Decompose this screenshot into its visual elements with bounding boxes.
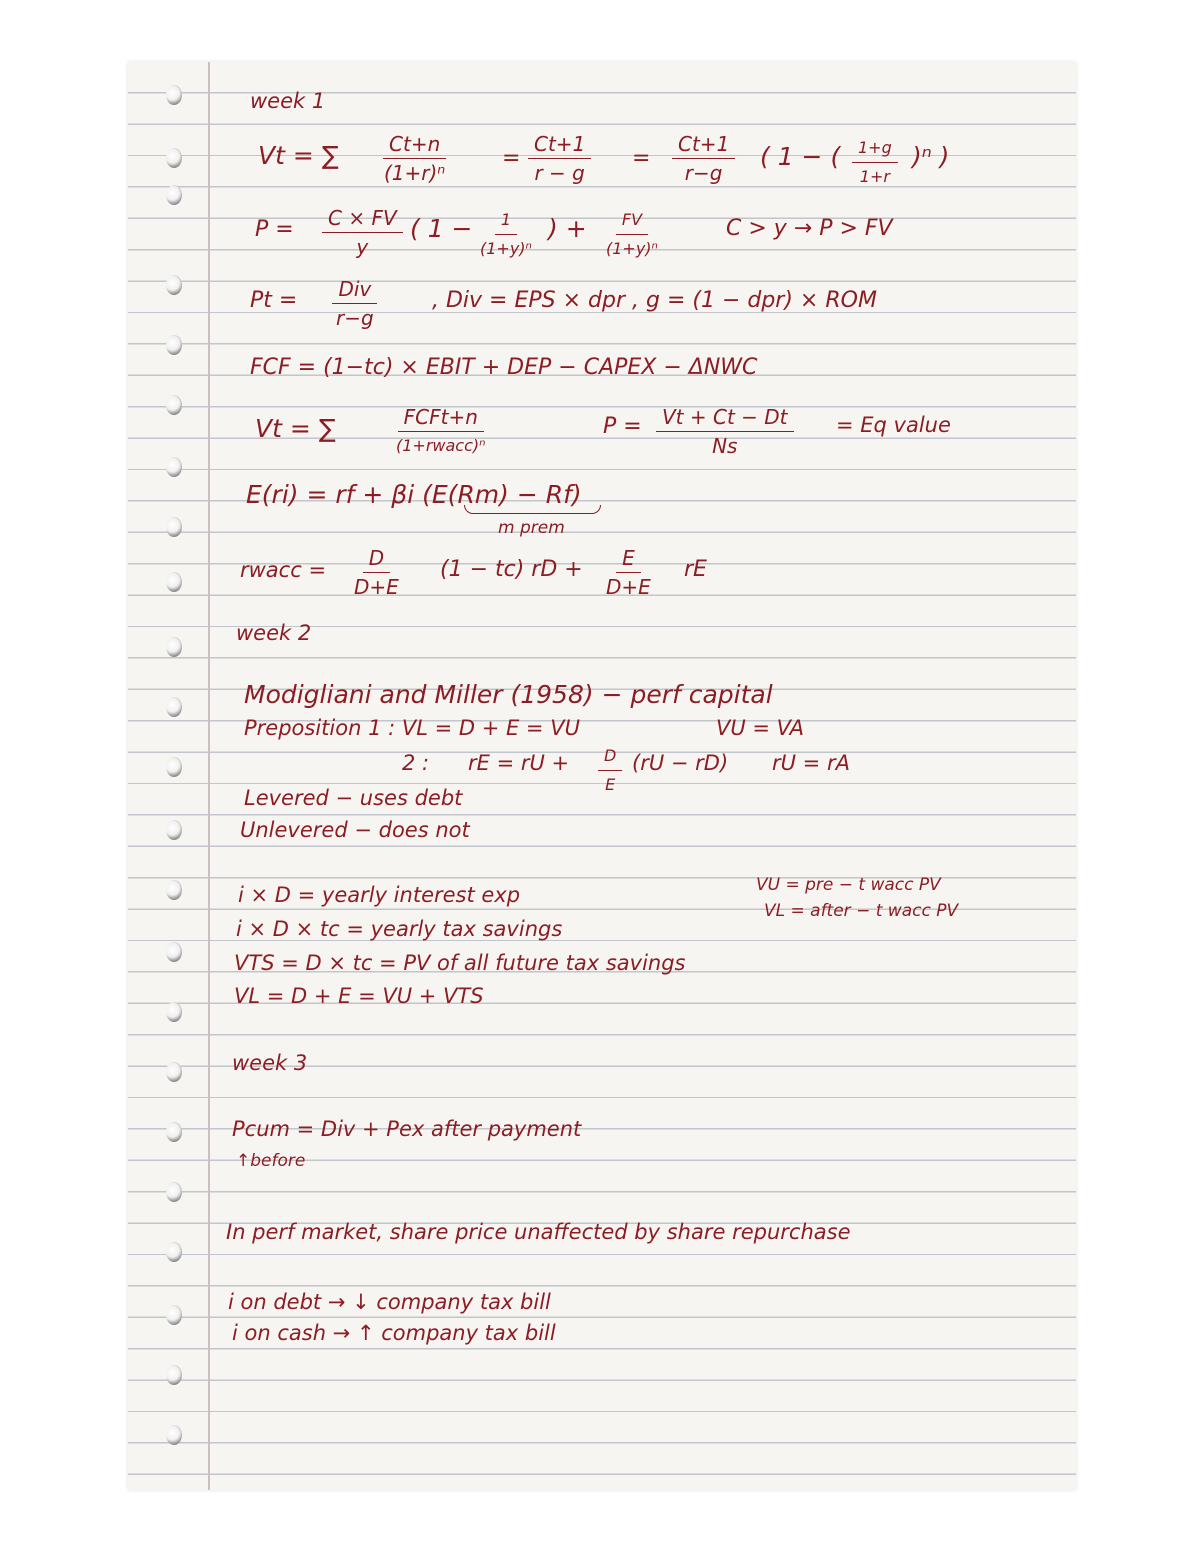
w1-l5-lhs: Vt = ∑ [255,414,336,443]
w1-l7-frac1 [348,546,405,599]
market-premium-brace [464,505,601,514]
w1-l5-frac2-num: Vt + Ct − Dt [656,405,794,432]
w1-l2-frac1-num: C × FV [322,206,403,233]
w1-l1-frac1-num: Ct+n [383,132,446,159]
w1-l2-frac2-den: (1+y)ⁿ [480,239,532,258]
w1-l5-note: = Eq value [836,413,951,437]
w1-l1-eq1: = [502,146,521,171]
w2-l3-pre: rE = rU + [468,751,570,775]
w1-l7-frac2-num: E [616,546,641,573]
w1-l2-frac3-den: (1+y)ⁿ [606,239,658,258]
w2-l2: Preposition 1 : VL = D + E = VU [244,716,580,740]
w1-l3-rest: , Div = EPS × dpr , g = (1 − dpr) × ROM [432,288,877,313]
w1-l2-note: C > y → P > FV [726,216,893,241]
w3-l3: In perf market, share price unaffected by share repurchase [226,1220,851,1244]
w1-l3-frac1-num: Div [332,277,377,304]
w1-l6-capm: E(ri) = rf + βi (E(Rm) − Rf) [246,480,582,509]
w1-l2-frac2 [474,208,538,261]
w1-l1-frac3-num: Ct+1 [672,132,735,159]
w1-l2-frac1-den: y [356,235,369,259]
w2-l9: VL = D + E = VU + VTS [234,984,484,1008]
w1-l7-frac2-den: D+E [606,575,651,599]
w3-l4: i on debt → ↓ company tax bill [228,1290,551,1314]
w2-l8: VTS = D × tc = PV of all future tax savings [234,951,686,975]
w1-l6-under: m prem [498,518,565,538]
w1-l7-frac1-num: D [363,546,390,573]
w1-l1-frac4-den: 1+r [859,167,890,186]
w1-l5-frac1-num: FCFt+n [398,405,484,432]
w1-l1-frac4-num: 1+g [852,136,898,163]
w1-l7-frac2 [600,546,657,599]
w1-l2-frac1 [322,206,403,259]
w2-l3-frac-num: D [598,744,622,771]
w2-l7: i × D × tc = yearly tax savings [236,917,563,941]
w1-l3-frac1 [330,277,380,330]
w2-l2-note: VU = VA [716,716,804,740]
w1-l7-frac1-den: D+E [354,575,399,599]
w1-l1-frac3 [672,132,735,185]
w1-l2-paren-open: ( 1 − [410,214,473,243]
w1-l1-lhs: Vt = ∑ [258,141,339,170]
w1-l4-fcf: FCF = (1−tc) × EBIT + DEP − CAPEX − ΔNWC [250,355,758,380]
w2-l3-frac-den: E [605,775,616,794]
w1-l5-frac2-den: Ns [712,434,738,458]
w1-l1-frac2-num: Ct+1 [528,132,591,159]
w1-l1-frac2-den: r − g [534,161,585,185]
w2-l4: Levered − uses debt [244,786,463,810]
w2-l3-frac [598,744,622,797]
w2-l6: i × D = yearly interest exp [238,883,521,907]
week3-heading: week 3 [232,1051,308,1075]
w2-r2: VL = after − t wacc PV [764,901,959,921]
w1-l1-paren-open: ( 1 − ( [760,142,841,171]
w3-l1: Pcum = Div + Pex after payment [232,1117,582,1141]
w1-l3-frac1-den: r−g [336,306,374,330]
w1-l2-frac3 [600,208,664,261]
w1-l5-frac1-den: (1+rwacc)ⁿ [396,436,486,455]
w1-l1-eq2: = [632,146,651,171]
w1-l2-paren-close: ) + [548,214,587,243]
w1-l1-frac4 [852,136,898,189]
w3-l2: ↑before [236,1151,306,1171]
w1-l5-frac2 [656,405,794,458]
w2-l3-post: (rU − rD) [632,751,729,775]
w1-l5-lhs2: P = [603,414,642,439]
w1-l5-frac1 [390,405,492,458]
w1-l1-paren-close: )ⁿ ) [912,142,950,171]
week1-heading: week 1 [250,89,326,113]
w2-l3-note: rU = rA [772,751,850,775]
week2-heading: week 2 [236,621,312,645]
w1-l7-lhs: rwacc = [240,558,327,582]
w2-l5: Unlevered − does not [240,818,470,842]
w1-l1-frac3-den: r−g [684,161,723,185]
w3-l5: i on cash → ↑ company tax bill [232,1321,556,1345]
w2-r1: VU = pre − t wacc PV [756,875,941,895]
w1-l2-frac3-num: FV [616,208,648,235]
w2-l1: Modigliani and Miller (1958) − perf capital [244,680,773,709]
w2-l3-label: 2 : [402,751,430,775]
w1-l2-frac2-num: 1 [495,208,517,235]
w1-l7-mid: (1 − tc) rD + [440,557,583,582]
w1-l1-frac2 [528,132,591,185]
w1-l1-frac1 [378,132,451,185]
w1-l7-end: rE [684,557,707,582]
w1-l3-lhs: Pt = [250,288,298,313]
w1-l2-lhs: P = [255,217,294,242]
w1-l1-frac1-den: (1+r)ⁿ [384,161,446,185]
